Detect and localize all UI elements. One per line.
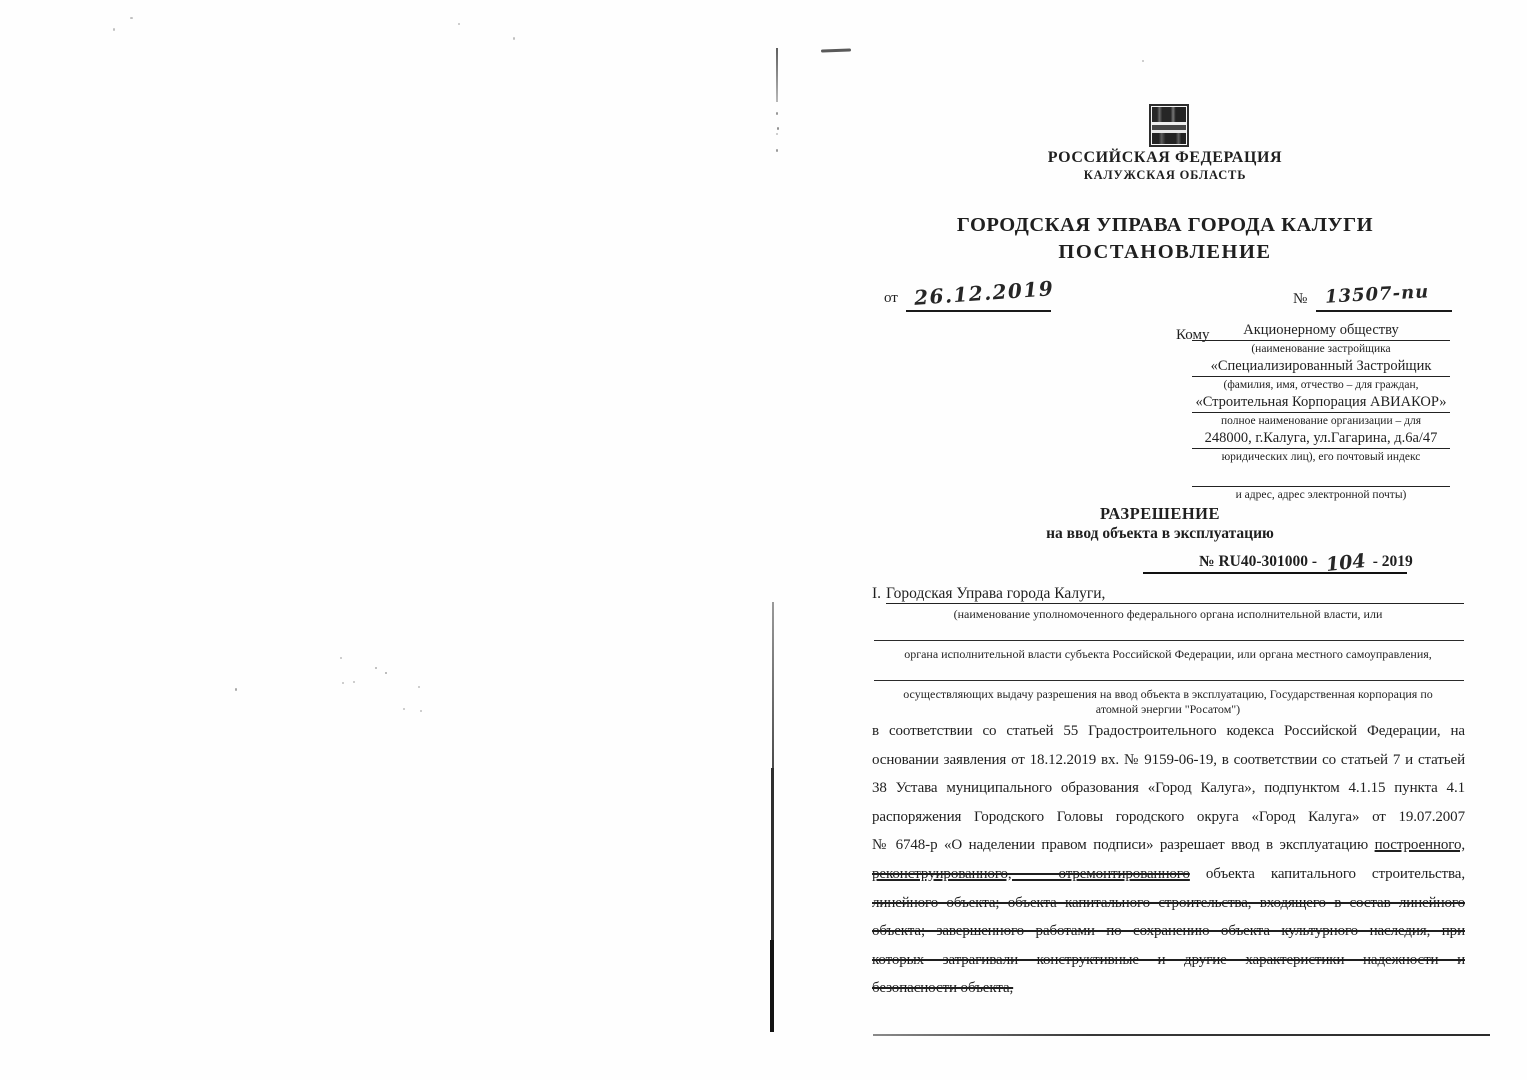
page-fold-line-top bbox=[776, 48, 778, 102]
form-caption: и адрес, адрес электронной почты) bbox=[1235, 489, 1407, 501]
page-fold-line bbox=[770, 940, 774, 1032]
empty-fill-line bbox=[874, 612, 1464, 641]
body-line: основании заявления от 18.12.2019 вх. № 9159-06-19, в соответствии со статьей 7 и статьей bbox=[872, 751, 1465, 768]
body-line bbox=[872, 974, 1465, 1003]
body-line bbox=[872, 889, 1465, 918]
scan-speck bbox=[403, 708, 405, 710]
body-line: в соответствии со статьей 55 Градостроительного кодекса Российской Федерации, на bbox=[872, 723, 1465, 739]
scan-artifact-dash bbox=[821, 48, 851, 52]
scan-speck bbox=[776, 149, 778, 152]
empty-fill-line bbox=[1192, 465, 1450, 487]
addressee-company-line: «Специализированный Застройщик bbox=[1192, 357, 1450, 377]
body-line: 38 Устава муниципального образования «Город Калуга», подпунктом 4.1.15 пункта 4.1 bbox=[872, 780, 1465, 797]
number-label: № bbox=[1293, 291, 1308, 307]
body-text: № 6748-р «О наделении правом подписи» разрешает ввод в эксплуатацию bbox=[872, 837, 1369, 854]
document-type-title: ПОСТАНОВЛЕНИЕ bbox=[1058, 241, 1272, 263]
empty-fill-line bbox=[874, 652, 1464, 681]
scan-speck bbox=[776, 133, 778, 135]
body-text-underlined: построенного, bbox=[1374, 837, 1465, 854]
page-fold-line bbox=[771, 768, 774, 943]
body-line bbox=[872, 860, 1465, 889]
emblem-crown-field bbox=[1152, 107, 1186, 122]
emblem-lower-field bbox=[1152, 133, 1186, 144]
body-text-struck: реконструированного, — отремонтированного bbox=[872, 865, 1190, 882]
authority-title: ГОРОДСКАЯ УПРАВА ГОРОДА КАЛУГИ bbox=[956, 214, 1374, 236]
form-caption: полное наименование организации – для bbox=[1220, 415, 1421, 427]
addressee-company-line: «Строительная Корпорация АВИАКОР» bbox=[1192, 393, 1450, 413]
section-index: I. bbox=[872, 585, 882, 602]
scan-speck bbox=[776, 112, 778, 115]
page-bottom-edge bbox=[873, 1034, 1490, 1036]
scan-speck bbox=[235, 688, 237, 691]
addressee-company-line: Акционерному обществу bbox=[1192, 321, 1450, 341]
scan-speck bbox=[418, 686, 420, 688]
body-line: распоряжения Городского Головы городского округа «Город Калуга» от 19.07.2007 bbox=[872, 808, 1465, 825]
scan-speck bbox=[777, 127, 779, 130]
permit-subtitle: на ввод объекта в эксплуатацию bbox=[1046, 525, 1274, 542]
body-line bbox=[872, 946, 1465, 975]
permit-number-prefix: № RU40-301000 - bbox=[1199, 553, 1318, 570]
handwritten-date: 26.12.2019 bbox=[913, 276, 1055, 310]
scan-speck bbox=[130, 17, 133, 19]
date-label: от bbox=[884, 290, 898, 306]
body-text-struck: которых затрагивали конструктивные и другие характеристики надежности и bbox=[872, 951, 1465, 968]
addressee-label: Кому bbox=[1176, 327, 1210, 343]
form-caption: (фамилия, имя, отчество – для граждан, bbox=[1223, 379, 1419, 391]
body-text: объекта капитального строительства, bbox=[1205, 865, 1465, 882]
kaluga-coat-of-arms-icon bbox=[1149, 104, 1189, 147]
form-caption: (наименование застройщика bbox=[1251, 343, 1391, 355]
form-caption: органа исполнительной власти субъекта Российской Федерации, или органа местного самоуправления, bbox=[904, 647, 1432, 661]
form-caption: осуществляющих выдачу разрешения на ввод объекта в эксплуатацию, Государственная корпорация по bbox=[903, 687, 1433, 701]
body-text-struck: линейного объекта; объекта капитального строительства, входящего в состав линейного bbox=[872, 894, 1465, 911]
body-paragraph bbox=[872, 717, 1465, 1003]
scan-speck bbox=[340, 657, 342, 659]
body-text-struck: объекта; завершенного работами по сохранению объекта культурного наследия, при bbox=[872, 923, 1465, 940]
region-title: КАЛУЖСКАЯ ОБЛАСТЬ bbox=[1083, 168, 1247, 182]
scan-speck bbox=[113, 28, 115, 31]
body-line bbox=[872, 917, 1465, 946]
section-1-issuer-row bbox=[872, 584, 1464, 604]
scan-speck bbox=[513, 37, 515, 40]
page-fold-line bbox=[772, 602, 774, 772]
form-caption: юридических лиц), его почтовый индекс bbox=[1221, 451, 1421, 463]
permit-number-line bbox=[1143, 549, 1413, 577]
issuer-name: Городская Управа города Калуги, bbox=[886, 584, 1464, 604]
country-title: РОССИЙСКАЯ ФЕДЕРАЦИЯ bbox=[1047, 149, 1283, 166]
scan-speck bbox=[385, 672, 387, 674]
addressee-block bbox=[1192, 321, 1450, 503]
addressee-address-line: 248000, г.Калуга, ул.Гагарина, д.6а/47 bbox=[1192, 429, 1450, 449]
scan-speck bbox=[353, 681, 355, 683]
scan-speck bbox=[375, 667, 377, 669]
handwritten-number: 13507-пи bbox=[1324, 281, 1430, 308]
body-text-struck: безопасности объекта, bbox=[872, 980, 1014, 997]
scan-speck bbox=[342, 682, 344, 684]
form-caption: (наименование уполномоченного федерального органа исполнительной власти, или bbox=[953, 607, 1383, 621]
handwritten-permit-number: 104 bbox=[1325, 549, 1367, 577]
scan-speck bbox=[1142, 60, 1144, 62]
scan-speck bbox=[458, 23, 460, 25]
permit-title: РАЗРЕШЕНИЕ bbox=[1099, 504, 1221, 523]
body-line bbox=[872, 831, 1465, 860]
form-caption: атомной энергии "Росатом") bbox=[1095, 702, 1241, 716]
permit-number-suffix: - 2019 bbox=[1372, 553, 1413, 570]
scan-speck bbox=[420, 710, 422, 712]
